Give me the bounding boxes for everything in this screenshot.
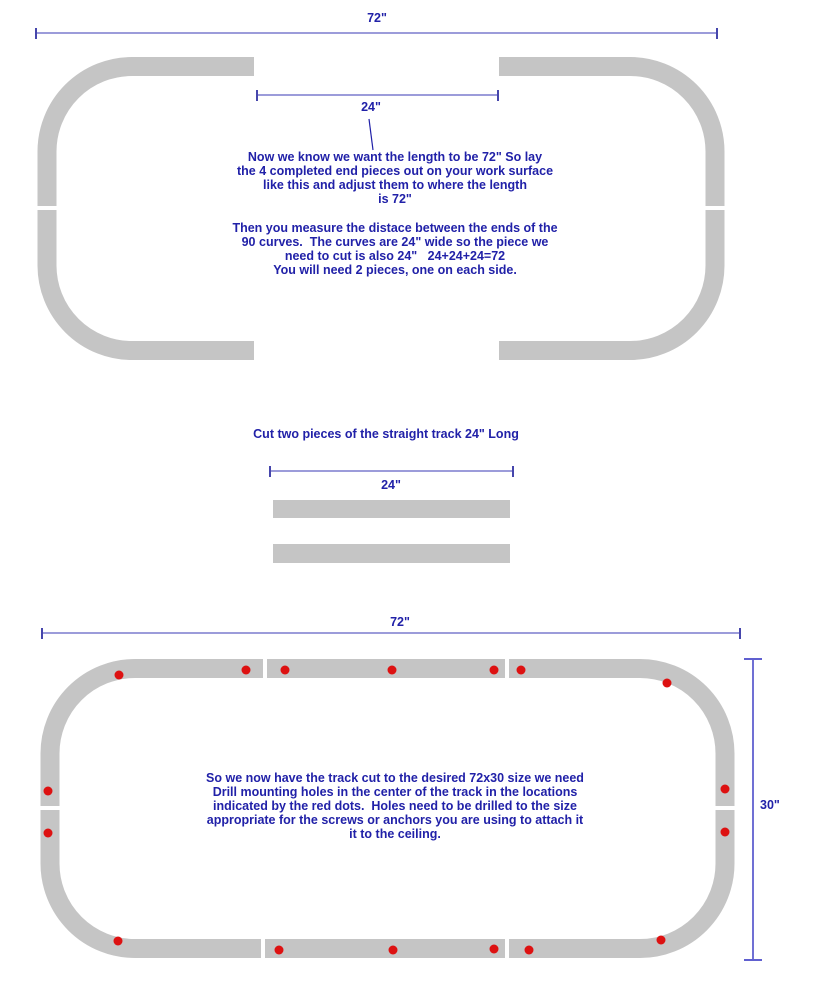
drill-dot xyxy=(115,671,124,680)
drill-dot xyxy=(389,946,398,955)
paragraph-line: like this and adjust them to where the length xyxy=(263,178,527,192)
drill-dot xyxy=(525,946,534,955)
dim-label-24-top: 24" xyxy=(361,100,381,114)
drill-dot xyxy=(114,937,123,946)
paragraph-line: appropriate for the screws or anchors you are using to attach it xyxy=(206,813,584,827)
drill-dot xyxy=(44,829,53,838)
dimension-72in-bottom xyxy=(42,628,740,639)
drill-dot xyxy=(388,666,397,675)
drill-dot xyxy=(490,945,499,954)
paragraph-line: Cut two pieces of the straight track 24" Long xyxy=(253,427,519,441)
instruction-paragraph-2 xyxy=(175,221,615,277)
leader-line xyxy=(369,119,373,150)
instruction-paragraph-1 xyxy=(175,150,615,206)
dimension-72in-top xyxy=(36,28,717,39)
straight-track-piece-2 xyxy=(273,544,510,563)
drill-dot xyxy=(721,828,730,837)
paragraph-line: need to cut is also 24" 24+24+24=72 xyxy=(284,249,506,263)
drill-dot xyxy=(490,666,499,675)
drill-dot xyxy=(281,666,290,675)
drill-dot xyxy=(242,666,251,675)
dim-label-30-right: 30" xyxy=(760,798,780,812)
paragraph-line: it to the ceiling. xyxy=(349,827,441,841)
middle-section-title xyxy=(166,427,606,441)
paragraph-line: is 72" xyxy=(378,192,412,206)
paragraph-line: Drill mounting holes in the center of the track in the locations xyxy=(212,785,578,799)
straight-track-piece-1 xyxy=(273,500,510,518)
drill-dot xyxy=(44,787,53,796)
dim-label-72-bottom: 72" xyxy=(390,615,410,629)
paragraph-line: indicated by the red dots. Holes need to be drilled to the size xyxy=(213,799,577,813)
drill-dot xyxy=(517,666,526,675)
dim-label-24-middle: 24" xyxy=(381,478,401,492)
drill-dot xyxy=(721,785,730,794)
paragraph-line: Now we know we want the length to be 72" So lay xyxy=(247,150,543,164)
drill-dot xyxy=(657,936,666,945)
instruction-paragraph-3 xyxy=(175,771,615,841)
drill-dot xyxy=(275,946,284,955)
dimension-24in-middle xyxy=(270,466,513,477)
dim-label-72-top: 72" xyxy=(367,11,387,25)
paragraph-line: You will need 2 pieces, one on each side. xyxy=(273,263,517,277)
paragraph-line: Then you measure the distace between the ends of the xyxy=(232,221,558,235)
paragraph-line: the 4 completed end pieces out on your work surface xyxy=(236,164,554,178)
drill-dot xyxy=(663,679,672,688)
paragraph-line: 90 curves. The curves are 24" wide so the piece we xyxy=(241,235,549,249)
paragraph-line: So we now have the track cut to the desired 72x30 size we need xyxy=(206,771,584,785)
